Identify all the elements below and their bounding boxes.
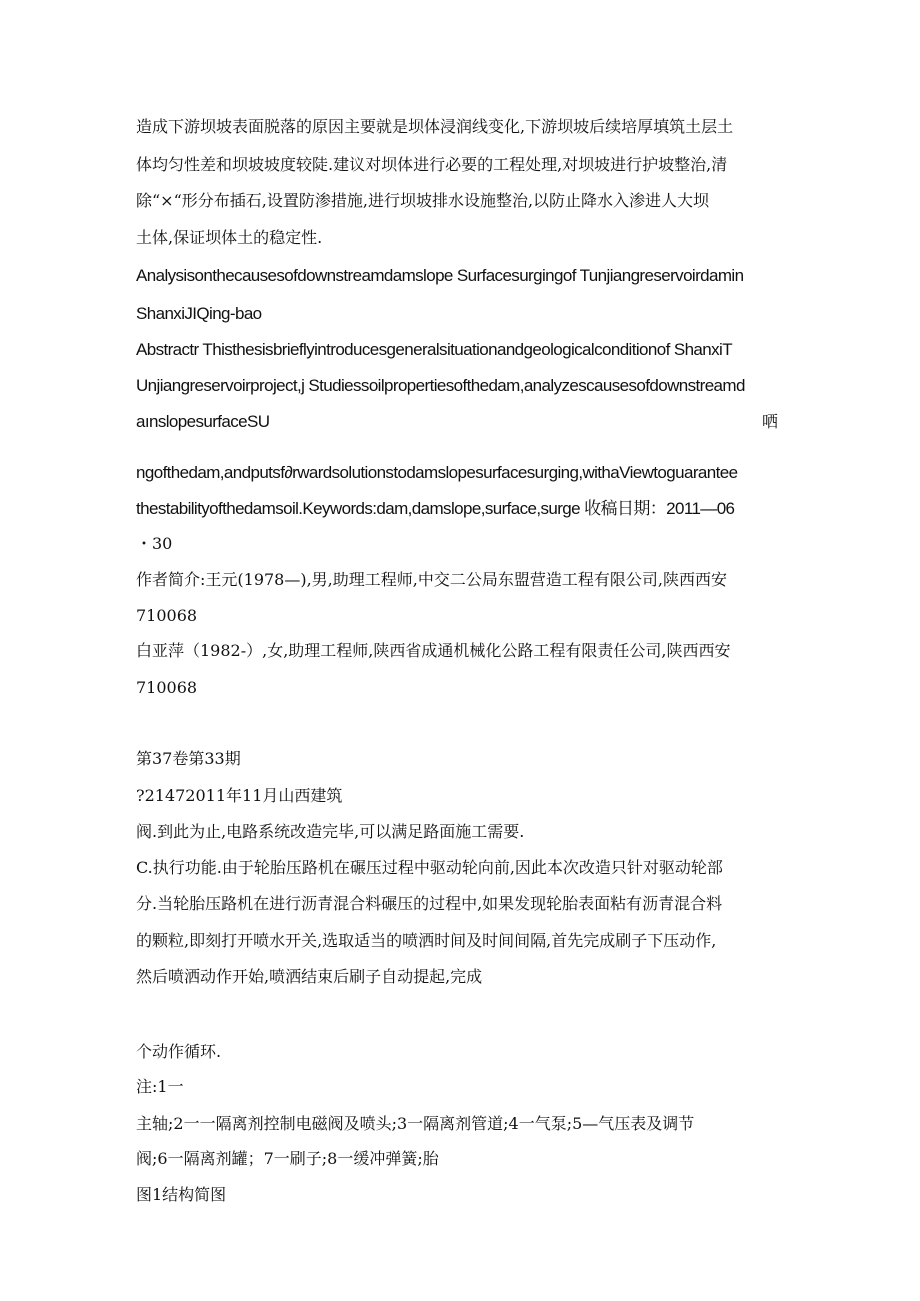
cn-abstract-line: 除“×“形分布插石,设置防渗措施,进行坝坡排水设施整治,以防止降水入渗进人大坝 [136,191,710,210]
author-line: 作者简介:王元(1978—),男,助理工程师,中交二公局东盟营造工程有限公司,陕西西安 [136,570,727,589]
body-line: 分.当轮胎压路机在进行沥青混合料碾压的过程中,如果发现轮胎表面粘有沥青混合料 [136,894,723,913]
body-line: C.执行功能.由于轮胎压路机在碾压过程中驱动轮向前,因此本次改造只针对驱动轮部 [136,858,723,877]
note-line: 注:1一 [136,1077,184,1096]
author-line: 白亚萍（1982-）,女,助理工程师,陕西省成通机械化公路工程有限责任公司,陕西西安 [136,641,731,660]
body-line: 然后喷洒动作开始,喷洒结束后刷子自动提起,完成 [136,967,483,986]
cn-abstract-line: 土体,保证坝体土的稳定性. [136,228,323,247]
en-abstract-line: Abstractr Thisthesisbrieflyintroducesgeneralsituationandgeologicalconditionof ShanxiT [136,340,733,359]
body-line: 阀.到此为止,电路系统改造完毕,可以满足路面施工需要. [136,822,525,841]
author-postcode: 710068 [136,606,198,625]
stray-char: 哂 [762,412,779,431]
en-abstract-line: aınslopesurfaceSU [136,412,270,431]
figure-caption: 图1结构简图 [136,1185,227,1204]
en-abstract-line: Unjiangreservoirproject,j Studiessoilpropertiesofthedam,analyzescausesofdownstreamd [136,376,745,395]
received-date-line: ・30 [136,534,173,553]
cn-abstract-line: 造成下游坝坡表面脱落的原因主要就是坝体浸润线变化,下游坝坡后续培厚填筑土层土 [136,117,734,136]
journal-volume: 第37卷第33期 [136,749,241,768]
en-abstract-line: ngofthedam,andputsf∂rwardsolutionstodamslopesurfacesurging,withaViewtoguarantee [136,463,738,482]
en-title-line: Analysisonthecausesofdownstreamdamslope Surfacesurgingof Tunjiangreservoirdamin [136,266,744,285]
journal-issue: ?21472011年11月山西建筑 [136,786,343,805]
en-author-line: ShanxiJIQing-bao [136,304,262,323]
note-line: 阀;6一隔离剂罐；7一刷子;8一缓冲弹簧;胎 [136,1149,439,1168]
en-keywords-line: thestabilityofthedamsoil.Keywords:dam,damslope,surface,surge 收稿日期：2011—06 [136,499,735,518]
body-line: 个动作循环. [136,1042,222,1061]
body-line: 的颗粒,即刻打开喷水开关,选取适当的喷洒时间及时间间隔,首先完成刷子下压动作, [136,931,717,950]
author-postcode: 710068 [136,678,198,697]
note-line: 主轴;2一一隔离剂控制电磁阀及喷头;3一隔离剂管道;4一气泵;5—气压表及调节 [136,1114,695,1133]
cn-abstract-line: 体均匀性差和坝坡坡度较陡.建议对坝体进行必要的工程处理,对坝坡进行护坡整治,清 [136,155,728,174]
